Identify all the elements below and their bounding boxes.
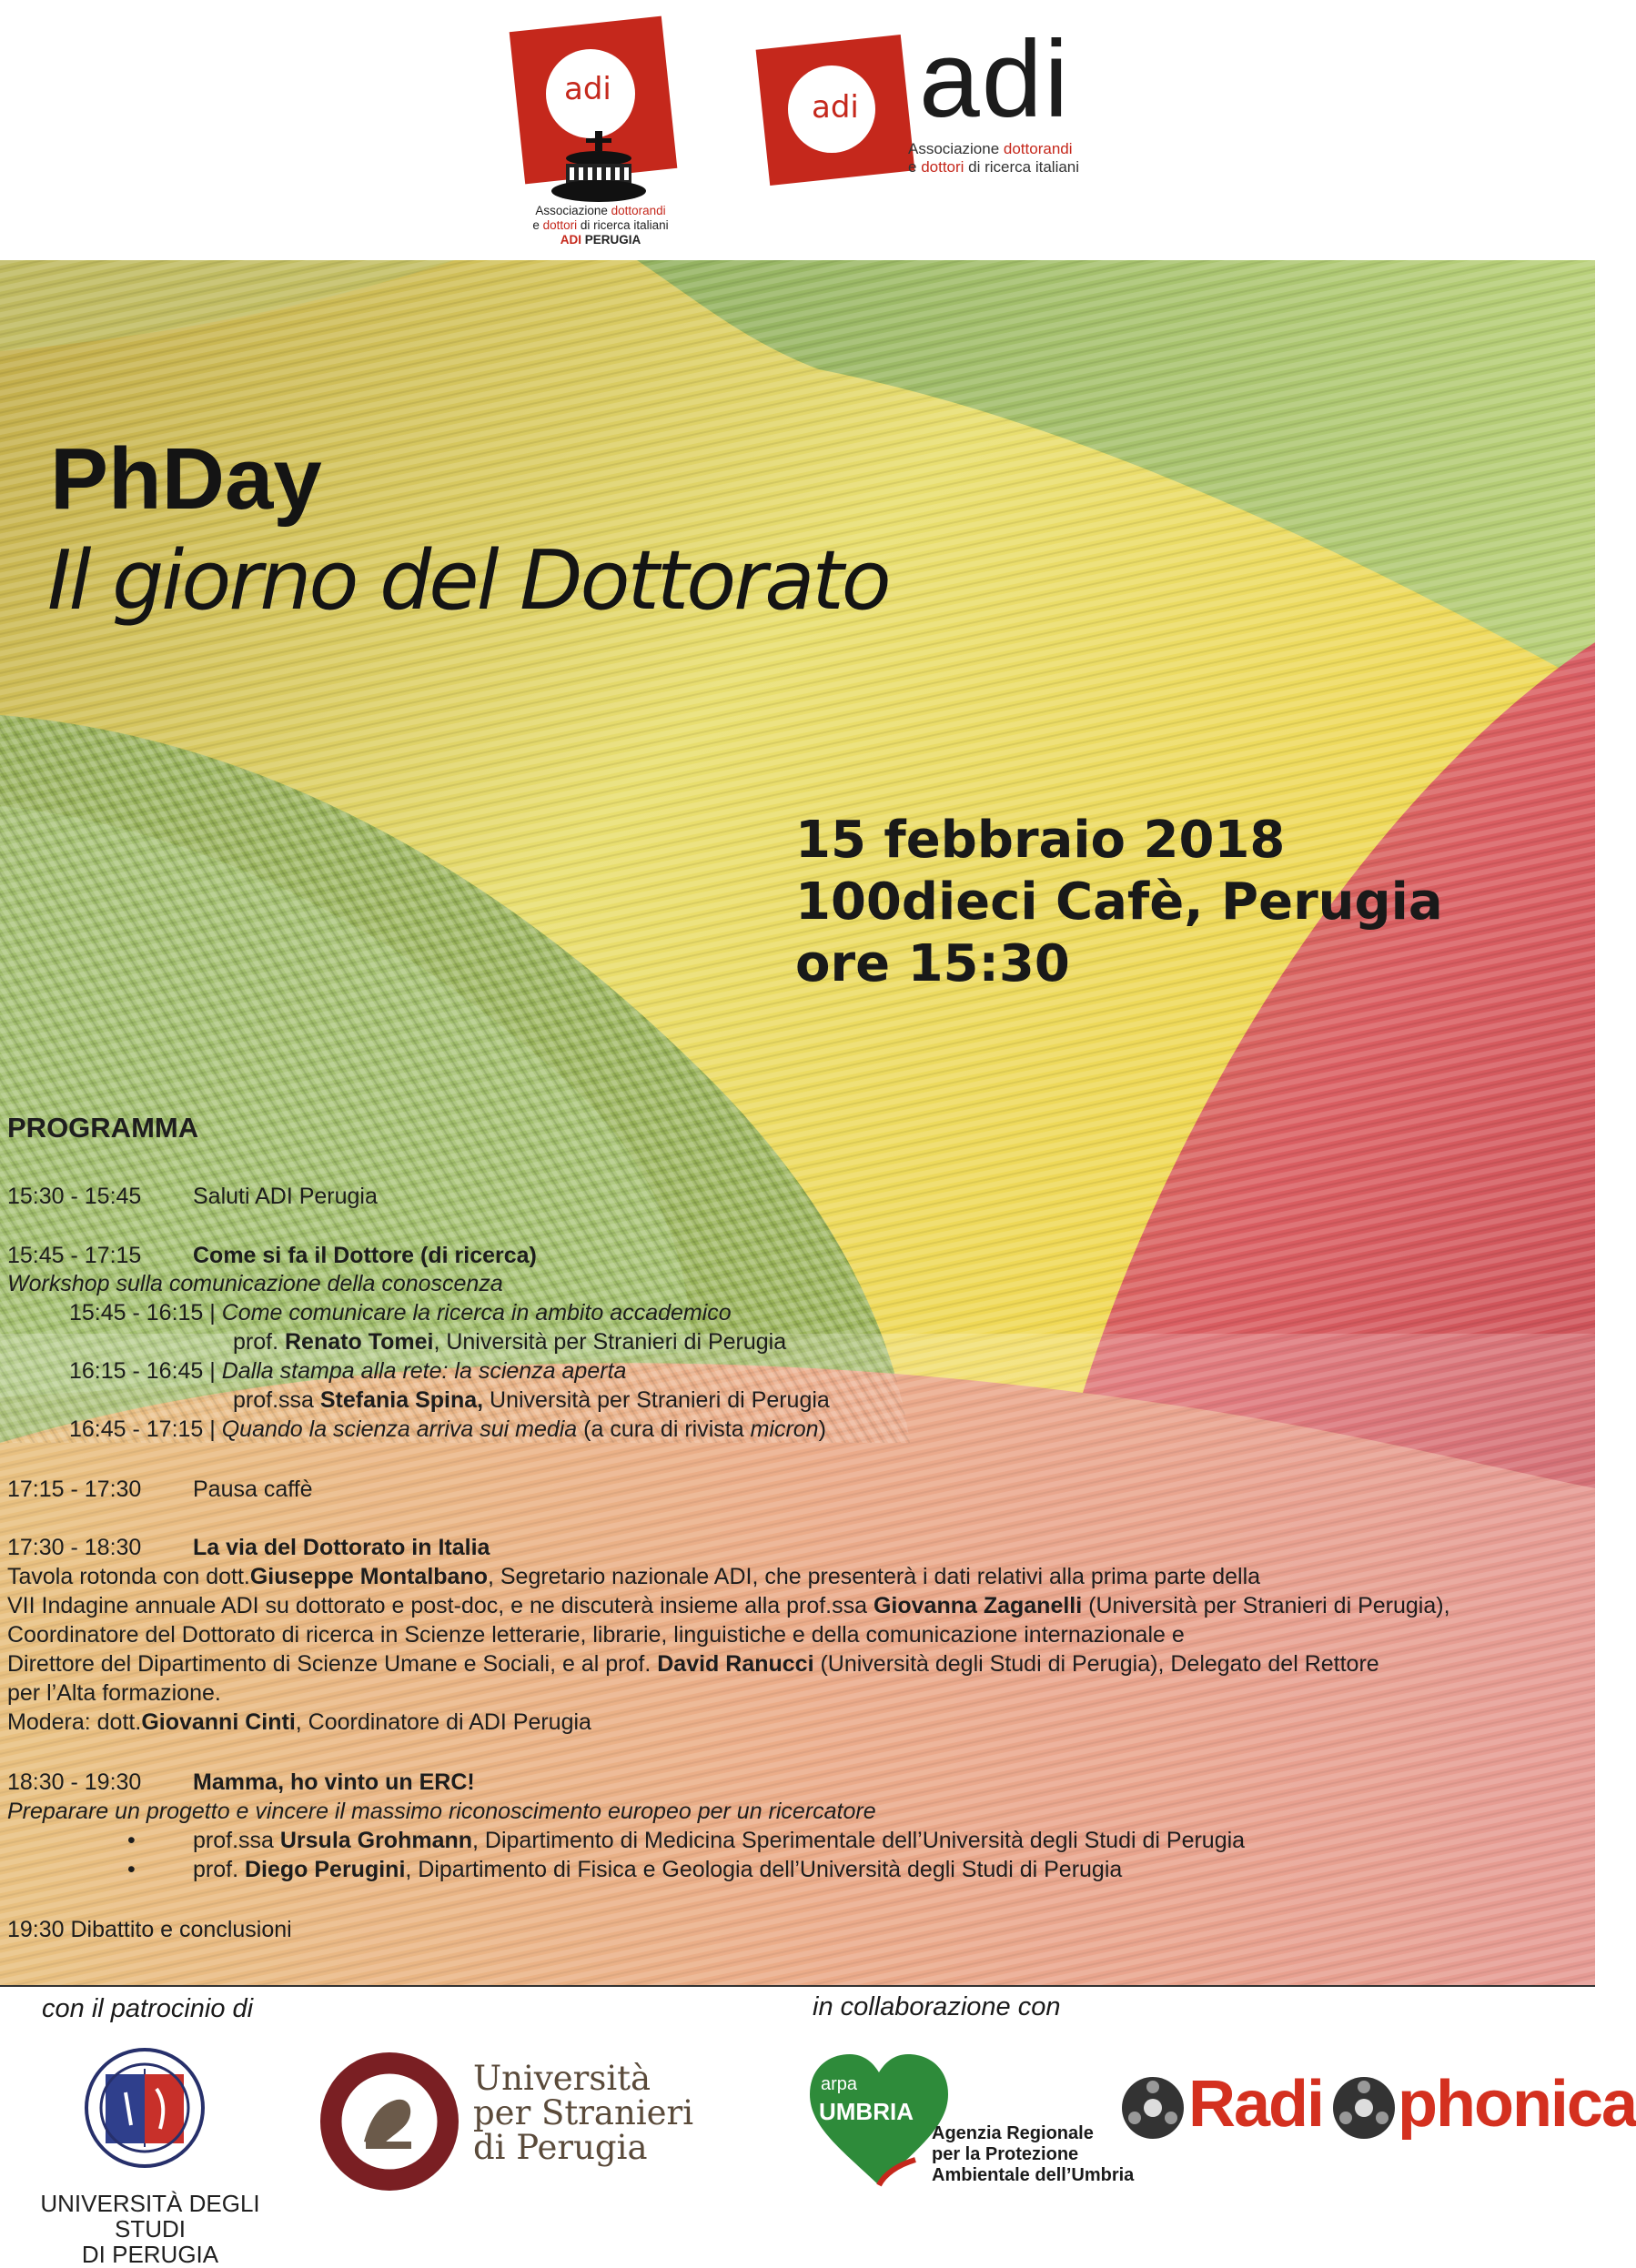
fountain-icon [550, 131, 650, 204]
stranieri-seal-icon [318, 2051, 460, 2192]
event-date: 15 febbraio 2018 [795, 811, 1286, 870]
talk-row: 15:45 - 16:15 | Come comunicare la ricerca in ambito accademico [69, 1300, 732, 1326]
unipg-name: UNIVERSITÀ DEGLI STUDI DI PERUGIA [40, 2190, 260, 2268]
closing-row: 19:30 Dibattito e conclusioni [7, 1917, 292, 1942]
session-time: 15:30 - 15:45 [7, 1184, 142, 1209]
session-subtitle: Workshop sulla comunicazione della conoscenza [7, 1271, 503, 1296]
tape-reel-icon [1119, 2074, 1187, 2142]
apple-label: adi [564, 71, 611, 107]
arpa-small-label: arpa [821, 2074, 858, 2094]
session-time: 17:15 - 17:30 [7, 1477, 142, 1502]
session-title: La via del Dottorato in Italia [193, 1535, 490, 1560]
radio-text-a: Radi [1188, 2068, 1324, 2141]
adi-national-logo [755, 18, 1119, 195]
event-title: PhDay [50, 430, 322, 528]
apple-label: adi [812, 89, 859, 126]
speaker-row: prof.ssa Stefania Spina, Università per Stranieri di Perugia [233, 1387, 830, 1413]
session-description: Coordinatore del Dottorato di ricerca in Scienze letterarie, librarie, linguistiche e della comunicazione internazionale e [7, 1622, 1185, 1648]
arpa-big-label: UMBRIA [819, 2098, 914, 2125]
header [0, 0, 1595, 260]
moderator-row: Modera: dott.Giovanni Cinti, Coordinatore di ADI Perugia [7, 1709, 591, 1735]
event-details [795, 810, 1443, 995]
session-subtitle: Preparare un progetto e vincere il massimo riconoscimento europeo per un ricercatore [7, 1799, 876, 1824]
unipg-seal-icon [84, 2047, 206, 2169]
collaboration-label: in collaborazione con [813, 1992, 1061, 2021]
radio-text-b: phonica [1398, 2068, 1636, 2141]
stranieri-name: Università per Stranieri di Perugia [473, 2059, 694, 2167]
adi-caption: Associazione dottorandi e dottori di ricerca italiani [908, 140, 1080, 176]
event-subtitle: Il giorno del Dottorato [47, 533, 889, 629]
session-time: 15:45 - 17:15 [7, 1243, 142, 1268]
talk-row: 16:15 - 16:45 | Dalla stampa alla rete: la scienza aperta [69, 1358, 627, 1384]
session-title: Come si fa il Dottore (di ricerca) [193, 1243, 537, 1268]
arpa-name: Agenzia Regionale per la Protezione Ambientale dell’Umbria [932, 2123, 1135, 2185]
program-heading: PROGRAMMA [7, 1112, 199, 1144]
session-description: Direttore del Dipartimento di Scienze Umane e Sociali, e al prof. David Ranucci (Università degli Studi di Perugia), Delegato del Rettore [7, 1651, 1379, 1677]
session-title: Pausa caffè [193, 1477, 313, 1502]
event-time: ore 15:30 [795, 934, 1070, 993]
session-time: 17:30 - 18:30 [7, 1535, 142, 1560]
adi-perugia-logo [510, 11, 692, 257]
poster-body: PhDay Il giorno del Dottorato 15 febbraio 2018 100dieci Cafè, Perugia ore 15:30 PROGRAMMA 15:30 - 15:45 Saluti ADI Perugia 15:45 - 17:15 Come si fa il Dottore (di ricerca) Workshop sulla comunicazione della conoscenza 15:45 - 16:15 | Come comunicare la ricerca in ambito accademico prof. Renato Tomei, Università per Stranieri di Perugia 16:15 - 16:45 | Dalla stampa alla rete: la scienza aperta prof.ssa Stefania Spina, Università per Stranieri di Perugia 16:45 - 17:15 | Quando la scienza arriva sui media (a cura di rivista micron) 17:15 - 17:30 Pausa caffè 17:30 - 18:30 La via del Dottorato in Italia Tavola rotonda con dott.Giuseppe Montalbano, Segretario nazionale ADI, che presenterà i dati relativi alla prima parte della VII Indagine annuale ADI su dottorato e post-doc, e ne discuterà insieme alla prof.ssa Giovanna Zaganelli (Università per Stranieri di Perugia), Coordinatore del Dottorato di ricerca in Scienze letterarie, librarie, linguistiche e della comunicazione internazionale e Direttore del Dipartimento di Scienze Umane e Sociali, e al prof. David Ranucci (Università degli Studi di Perugia), Delegato del Rettore per l’Alta formazione. Modera: dott.Giovanni Cinti, Coordinatore di ADI Perugia 18:30 - 19:30 Mamma, ho vinto un ERC! Preparare un progetto e vincere il massimo riconoscimento europeo per un ricercatore • prof.ssa Ursula Grohmann, Dipartimento di Medicina Sperimentale dell’Università degli Studi di Perugia • prof. Diego Perugini, Dipartimento di Fisica e Geologia dell’Università degli Studi di Perugia 19:30 Dibattito e conclusioni [0, 260, 1595, 1985]
session-description: VII Indagine annuale ADI su dottorato e post-doc, e ne discuterà insieme alla prof.ssa Giovanna Zaganelli (Università per Stranieri di Perugia), [7, 1593, 1450, 1618]
event-venue: 100dieci Cafè, Perugia [795, 872, 1443, 932]
session-time: 18:30 - 19:30 [7, 1769, 142, 1795]
radiophonica-logo [1119, 2065, 1636, 2165]
session-title: Saluti ADI Perugia [193, 1184, 378, 1209]
adi-perugia-caption: Associazione dottorandi e dottori di ricerca italiani ADI PERUGIA [532, 204, 669, 247]
patronage-label: con il patrocinio di [42, 1994, 254, 2023]
session-description: Tavola rotonda con dott.Giuseppe Montalbano, Segretario nazionale ADI, che presenterà i dati relativi alla prima parte della [7, 1564, 1261, 1589]
tape-reel-icon [1330, 2074, 1398, 2142]
adi-wordmark: adi [919, 18, 1071, 140]
session-title: Mamma, ho vinto un ERC! [193, 1769, 475, 1795]
session-description: per l’Alta formazione. [7, 1680, 221, 1706]
talk-row: 16:45 - 17:15 | Quando la scienza arriva sui media (a cura di rivista micron) [69, 1416, 826, 1442]
footer [0, 1985, 1636, 2268]
speaker-row: prof. Renato Tomei, Università per Stranieri di Perugia [233, 1329, 787, 1355]
